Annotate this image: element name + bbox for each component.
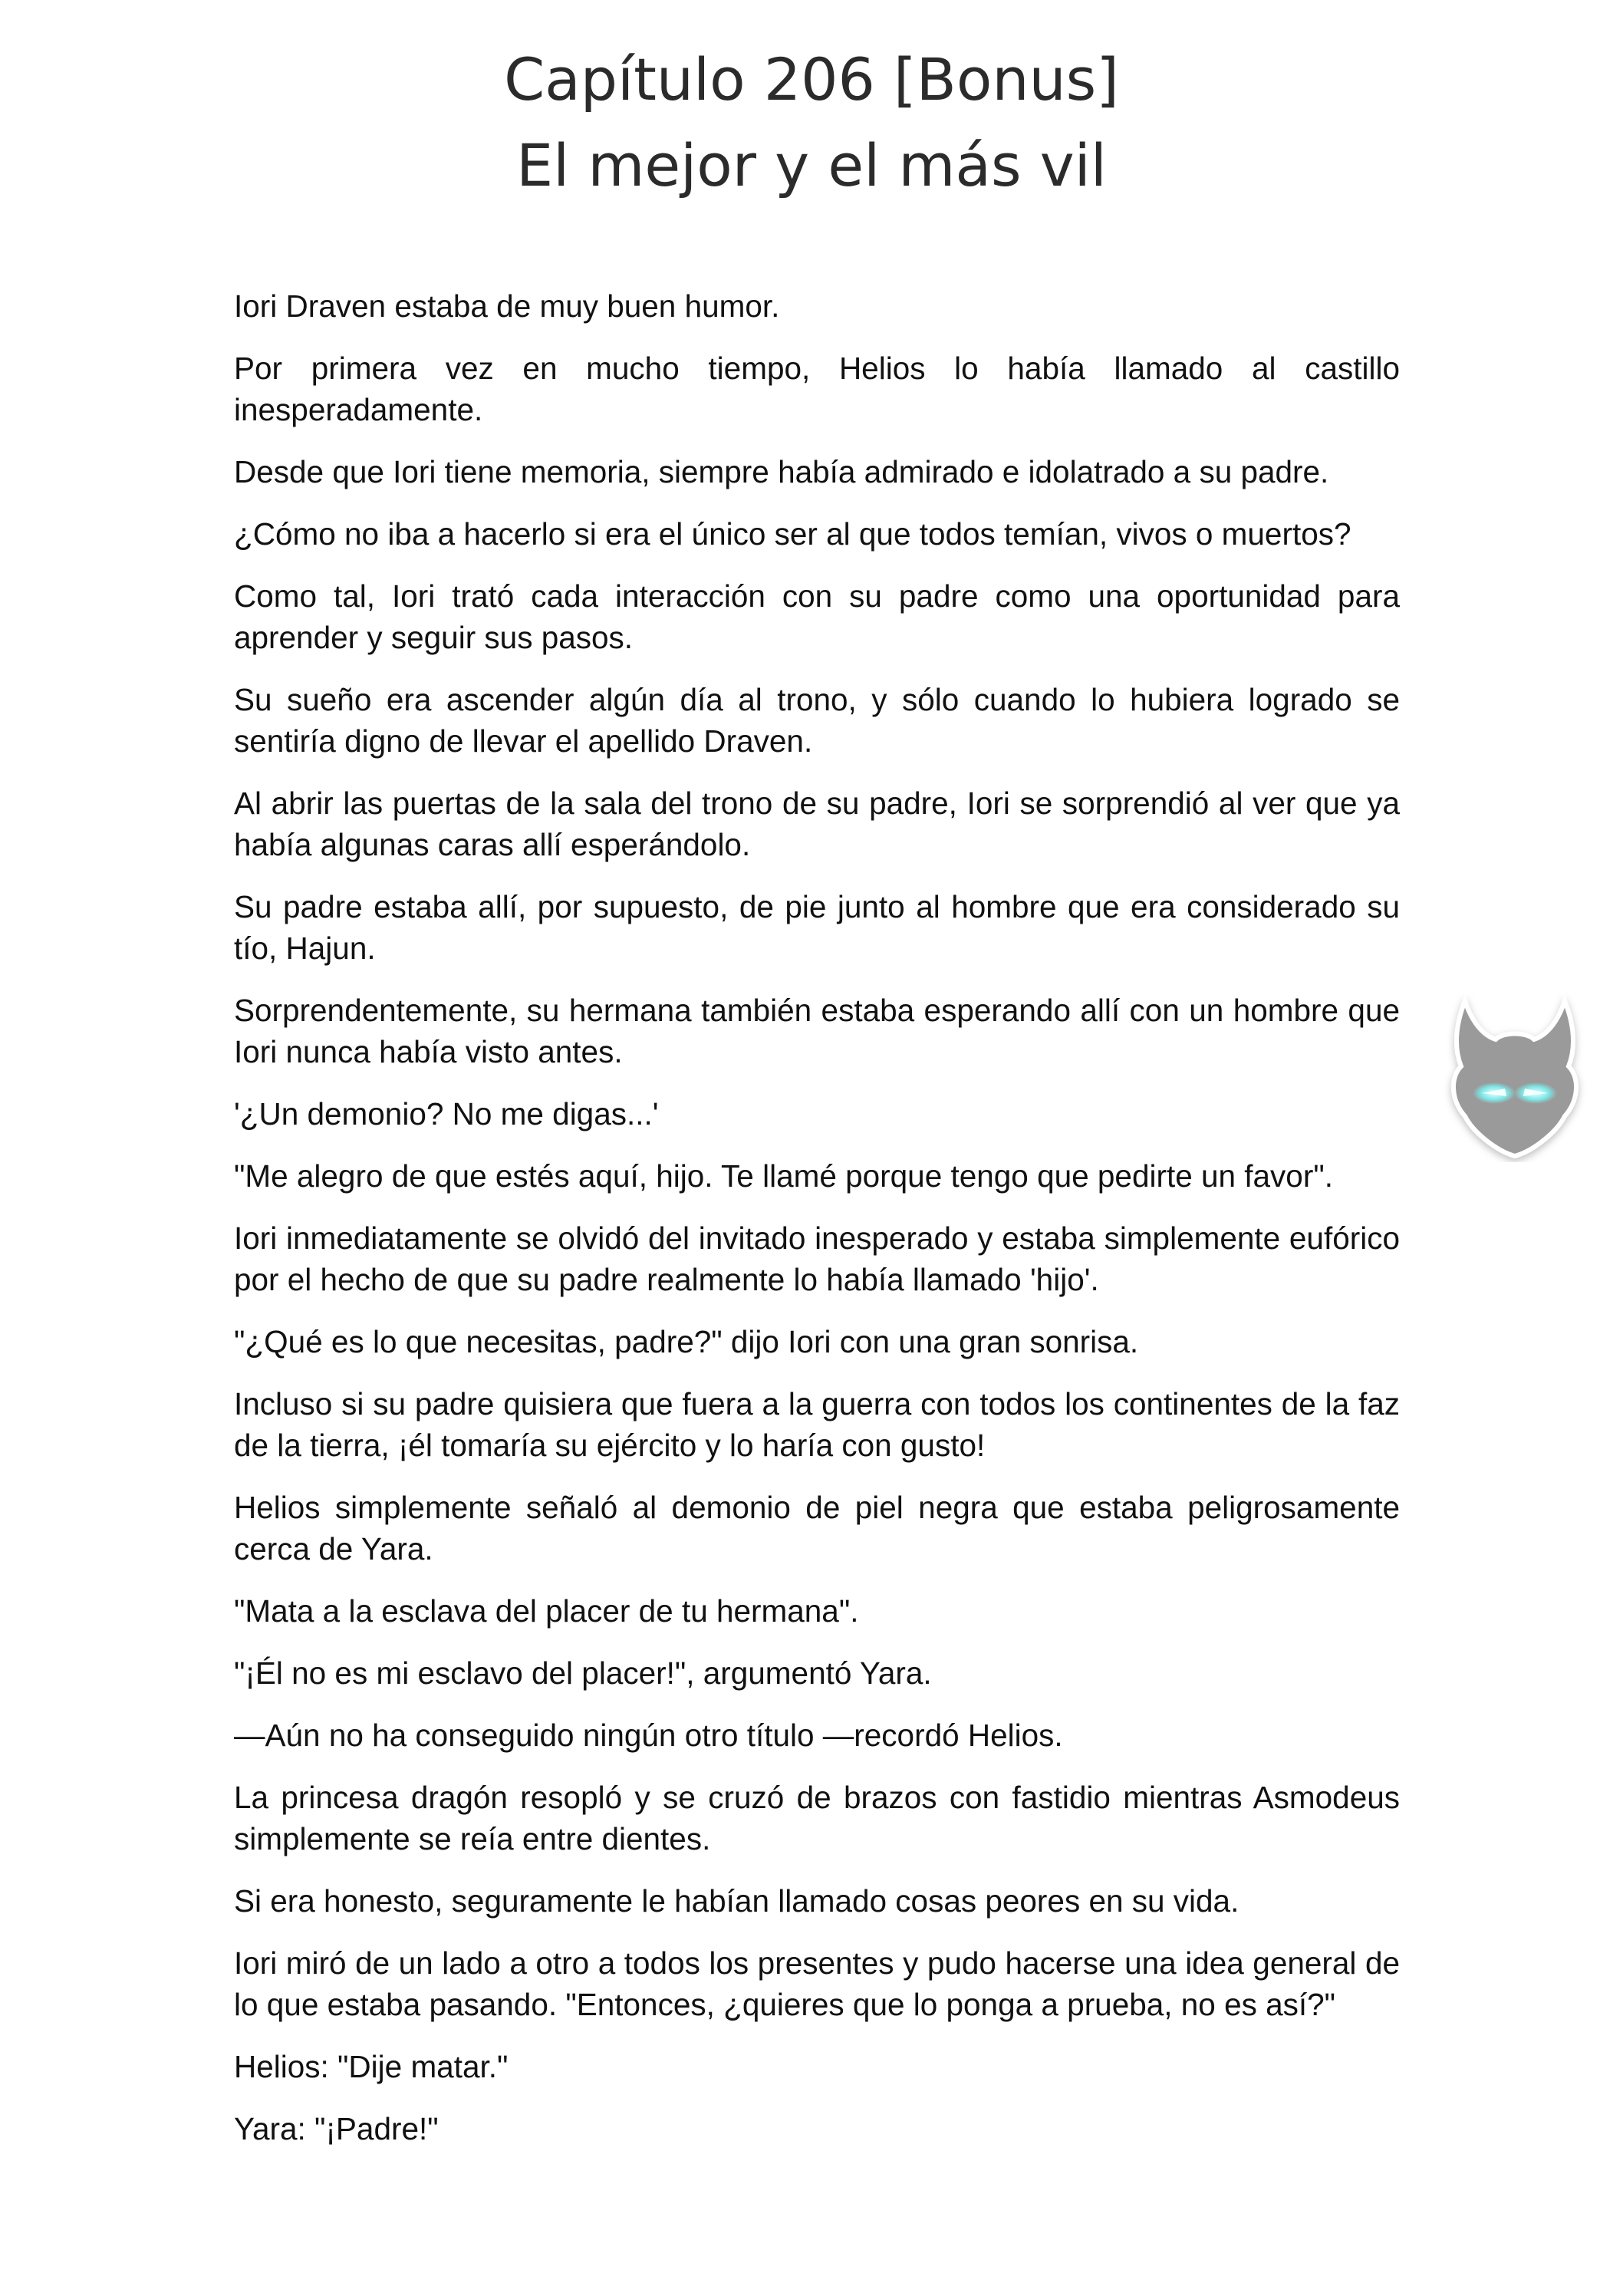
paragraph: Helios: "Dije matar." (234, 2049, 509, 2084)
paragraph: '¿Un demonio? No me digas...' (234, 1096, 659, 1132)
paragraph: Yara: "¡Padre!" (234, 2111, 439, 2146)
paragraph: Al abrir las puertas de la sala del trono de su padre, Iori se sorprendió al ver que ya había algunas caras allí esperándolo. (234, 786, 1400, 862)
paragraph: "Me alegro de que estés aquí, hijo. Te llamé porque tengo que pedirte un favor". (234, 1158, 1333, 1194)
paragraph: "¡Él no es mi esclavo del placer!", argumentó Yara. (234, 1655, 932, 1691)
chapter-subtitle-heading: El mejor y el más vil (516, 131, 1107, 199)
paragraph: "Mata a la esclava del placer de tu hermana". (234, 1593, 859, 1629)
paragraph: —Aún no ha conseguido ningún otro título —recordó Helios. (234, 1718, 1063, 1753)
paragraph: Iori inmediatamente se olvidó del invitado inesperado y estaba simplemente eufórico por el hecho de que su padre realmente lo había llamado 'hijo'. (234, 1220, 1400, 1297)
paragraph: Por primera vez en mucho tiempo, Helios lo había llamado al castillo inesperadamente. (234, 351, 1400, 427)
chapter-body (234, 285, 1400, 2170)
paragraph: "¿Qué es lo que necesitas, padre?" dijo Iori con una gran sonrisa. (234, 1324, 1139, 1359)
paragraph: Si era honesto, seguramente le habían llamado cosas peores en su vida. (234, 1883, 1239, 1919)
demon-head-silhouette (1453, 1001, 1576, 1156)
chapter-number-heading: Capítulo 206 [Bonus] (504, 45, 1119, 114)
demon-head-icon (1442, 993, 1588, 1162)
paragraph: La princesa dragón resopló y se cruzó de brazos con fastidio mientras Asmodeus simplemente se reía entre dientes. (234, 1780, 1400, 1856)
chapter-title (0, 37, 1623, 209)
paragraph: Iori Draven estaba de muy buen humor. (234, 288, 780, 324)
paragraph: Desde que Iori tiene memoria, siempre había admirado e idolatrado a su padre. (234, 454, 1329, 489)
paragraph: Su sueño era ascender algún día al trono, y sólo cuando lo hubiera logrado se sentiría digno de llevar el apellido Draven. (234, 682, 1400, 759)
paragraph: ¿Cómo no iba a hacerlo si era el único ser al que todos temían, vivos o muertos? (234, 516, 1351, 552)
paragraph: Su padre estaba allí, por supuesto, de pie junto al hombre que era considerado su tío, Hajun. (234, 889, 1400, 966)
paragraph: Iori miró de un lado a otro a todos los presentes y pudo hacerse una idea general de lo que estaba pasando. "Entonces, ¿quieres que lo ponga a prueba, no es así?" (234, 1945, 1400, 2022)
paragraph: Incluso si su padre quisiera que fuera a la guerra con todos los continentes de la faz de la tierra, ¡él tomaría su ejército y lo haría con gusto! (234, 1386, 1400, 1463)
paragraph: Helios simplemente señaló al demonio de piel negra que estaba peligrosamente cerca de Yara. (234, 1490, 1400, 1566)
paragraph: Sorprendentemente, su hermana también estaba esperando allí con un hombre que Iori nunca había visto antes. (234, 993, 1400, 1069)
paragraph: Como tal, Iori trató cada interacción con su padre como una oportunidad para aprender y seguir sus pasos. (234, 578, 1400, 655)
